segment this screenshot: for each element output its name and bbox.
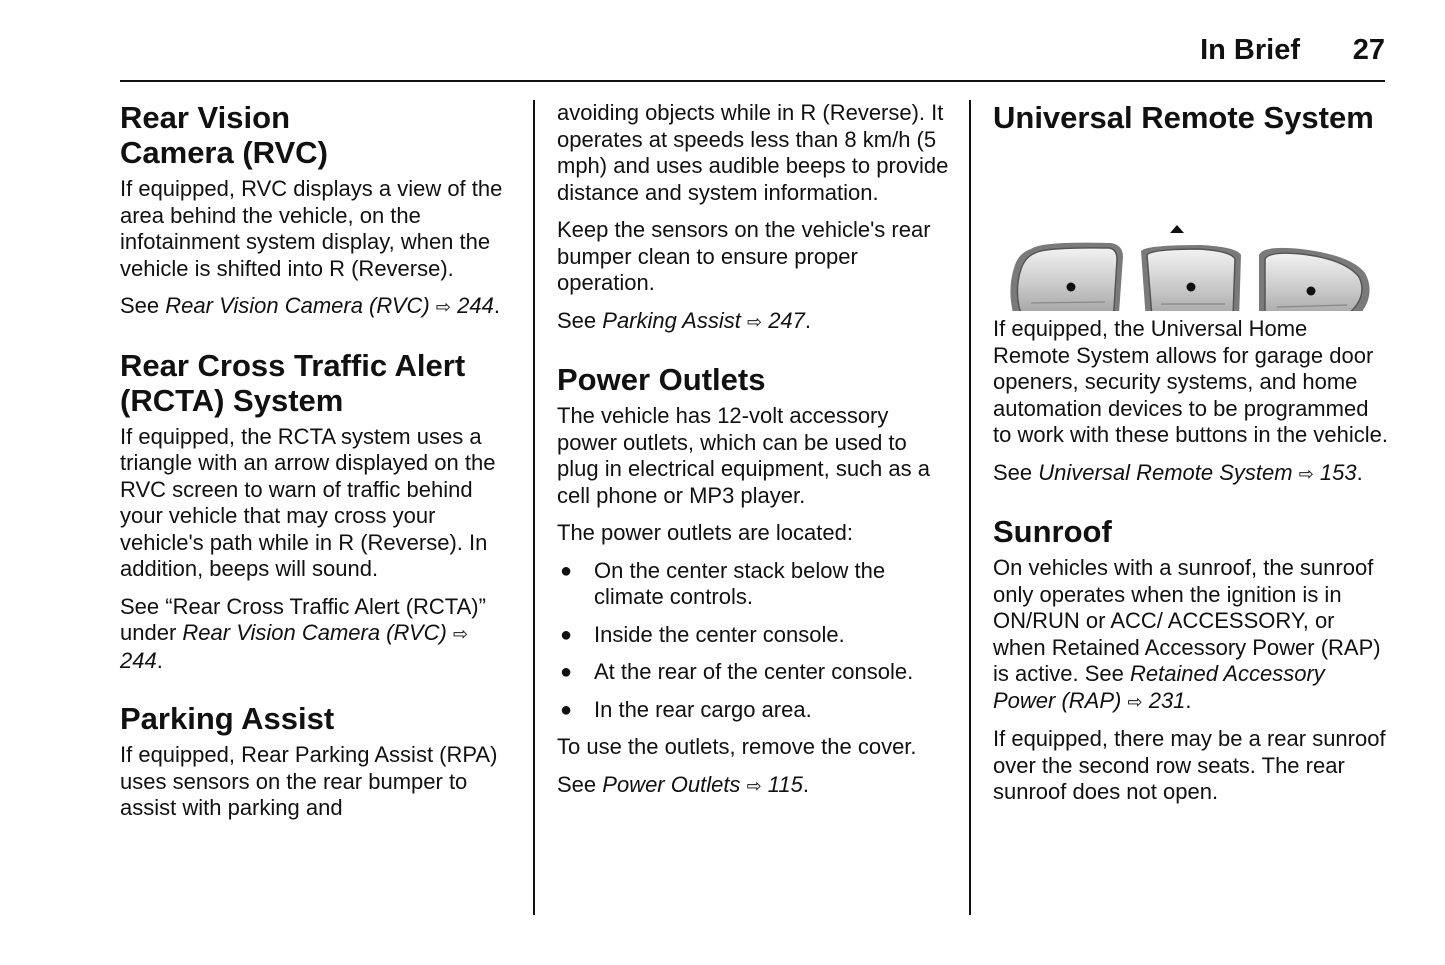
column-1 xyxy=(120,100,510,833)
list-item: ● At the rear of the center console. xyxy=(560,659,914,684)
power-outlets-use: To use the outlets, remove the cover. xyxy=(557,734,917,759)
rvc-heading: Rear Vision Camera (RVC) xyxy=(120,100,328,170)
remote-button-middle-icon xyxy=(1141,245,1241,311)
page-arrow-icon: ⇨ xyxy=(435,297,451,317)
section-title: In Brief xyxy=(1200,34,1300,66)
parking-reference-link[interactable]: Parking Assist xyxy=(602,307,741,333)
remote-button-right-icon xyxy=(1259,248,1370,311)
indicator-triangle-icon xyxy=(1170,225,1184,233)
rcta-see-reference: See “Rear Cross Traffic Alert (RCTA)” under Rear Vision Camera (RVC) ⇨ 244. xyxy=(120,593,486,673)
bullet-icon: ● xyxy=(560,559,573,582)
rvc-body: If equipped, RVC displays a view of the area behind the vehicle, on the infotainment system display, when the vehicle is shifted into R (Reverse). xyxy=(120,176,503,281)
sunroof-heading: Sunroof xyxy=(993,514,1112,549)
page-arrow-icon: ⇨ xyxy=(1298,463,1314,484)
column-2 xyxy=(557,100,952,810)
rcta-body: If equipped, the RCTA system uses a triangle with an arrow displayed on the RVC screen to warn of traffic behind your vehicle that may cross your vehicle's path while in R (Reverse). In addition, beeps will sound. xyxy=(120,423,496,581)
parking-assist-heading: Parking Assist xyxy=(120,701,335,736)
list-item: ● On the center stack below the climate controls. xyxy=(560,557,886,609)
parking-page-ref[interactable]: 247 xyxy=(768,307,805,333)
outlets-page-ref[interactable]: 115 xyxy=(767,771,803,797)
page-header xyxy=(120,30,1385,82)
page-arrow-icon: ⇨ xyxy=(746,311,763,332)
page-arrow-icon: ⇨ xyxy=(453,624,469,644)
page-arrow-icon: ⇨ xyxy=(746,775,762,796)
page-arrow-icon: ⇨ xyxy=(1127,691,1143,712)
list-item: ● In the rear cargo area. xyxy=(560,696,812,722)
parking-assist-continued: avoiding objects while in R (Reverse). It operates at speeds less than 8 km/h (5 mph) and uses audible beeps to provide distance and system information. xyxy=(557,100,949,205)
outlets-reference-link[interactable]: Power Outlets xyxy=(602,771,741,797)
sunroof-rear: If equipped, there may be a rear sunroof over the second row seats. The rear sunroof does not open. xyxy=(993,726,1386,804)
power-outlets-located: The power outlets are located: xyxy=(557,520,853,545)
universal-remote-body: If equipped, the Universal Home Remote System allows for garage door openers, security systems, and home automation devices to be programmed to work with these buttons in the vehicle. xyxy=(993,316,1388,447)
page-number: 27 xyxy=(1352,34,1385,66)
universal-remote-heading: Universal Remote System xyxy=(993,100,1374,135)
universal-remote-see-reference: See Universal Remote System ⇨ 153. xyxy=(993,459,1363,485)
remote-button-left-icon xyxy=(1010,243,1123,311)
parking-see-reference: See Parking Assist ⇨ 247. xyxy=(557,307,812,333)
rvc-see-reference: See Rear Vision Camera (RVC) ⇨ 244. xyxy=(120,293,500,318)
bullet-icon: ● xyxy=(560,623,573,646)
rcta-heading: Rear Cross Traffic Alert (RCTA) System xyxy=(120,347,466,418)
column-divider xyxy=(969,100,971,915)
universal-remote-buttons-illustration xyxy=(1001,141,1371,311)
rcta-page-ref[interactable]: 244 xyxy=(120,647,157,673)
parking-assist-body: If equipped, Rear Parking Assist (RPA) uses sensors on the rear bumper to assist with parking and xyxy=(120,742,498,820)
column-divider xyxy=(533,100,535,915)
parking-assist-keep-clean: Keep the sensors on the vehicle's rear bumper clean to ensure proper operation. xyxy=(557,217,931,295)
rvc-reference-link[interactable]: Rear Vision Camera (RVC) xyxy=(165,293,430,318)
sunroof-body: On vehicles with a sunroof, the sunroof only operates when the ignition is in ON/RUN or ACC/ ACCESSORY, or when Retained Accessory Power (RAP) is active. See Retained Accessory Power (RAP) ⇨ 231. xyxy=(993,555,1381,713)
column-3 xyxy=(993,100,1388,817)
bullet-icon: ● xyxy=(560,661,573,683)
universal-remote-page-ref[interactable]: 153 xyxy=(1319,459,1357,485)
sunroof-page-ref[interactable]: 231 xyxy=(1148,687,1186,713)
sunroof-reference-link[interactable]: Retained Accessory Power (RAP) xyxy=(993,661,1325,713)
power-outlets-heading: Power Outlets xyxy=(557,362,766,397)
outlet-locations-list xyxy=(557,558,952,724)
list-item: ● Inside the center console. xyxy=(560,621,845,647)
rcta-reference-link[interactable]: Rear Vision Camera (RVC) xyxy=(182,620,447,645)
outlets-see-reference: See Power Outlets ⇨ 115. xyxy=(557,771,809,797)
universal-remote-reference-link[interactable]: Universal Remote System xyxy=(1038,459,1293,485)
rvc-page-ref[interactable]: 244 xyxy=(457,293,494,318)
power-outlets-body: The vehicle has 12-volt accessory power outlets, which can be used to plug in electrical equipment, such as a cell phone or MP3 player. xyxy=(557,403,930,508)
bullet-icon: ● xyxy=(560,698,573,721)
